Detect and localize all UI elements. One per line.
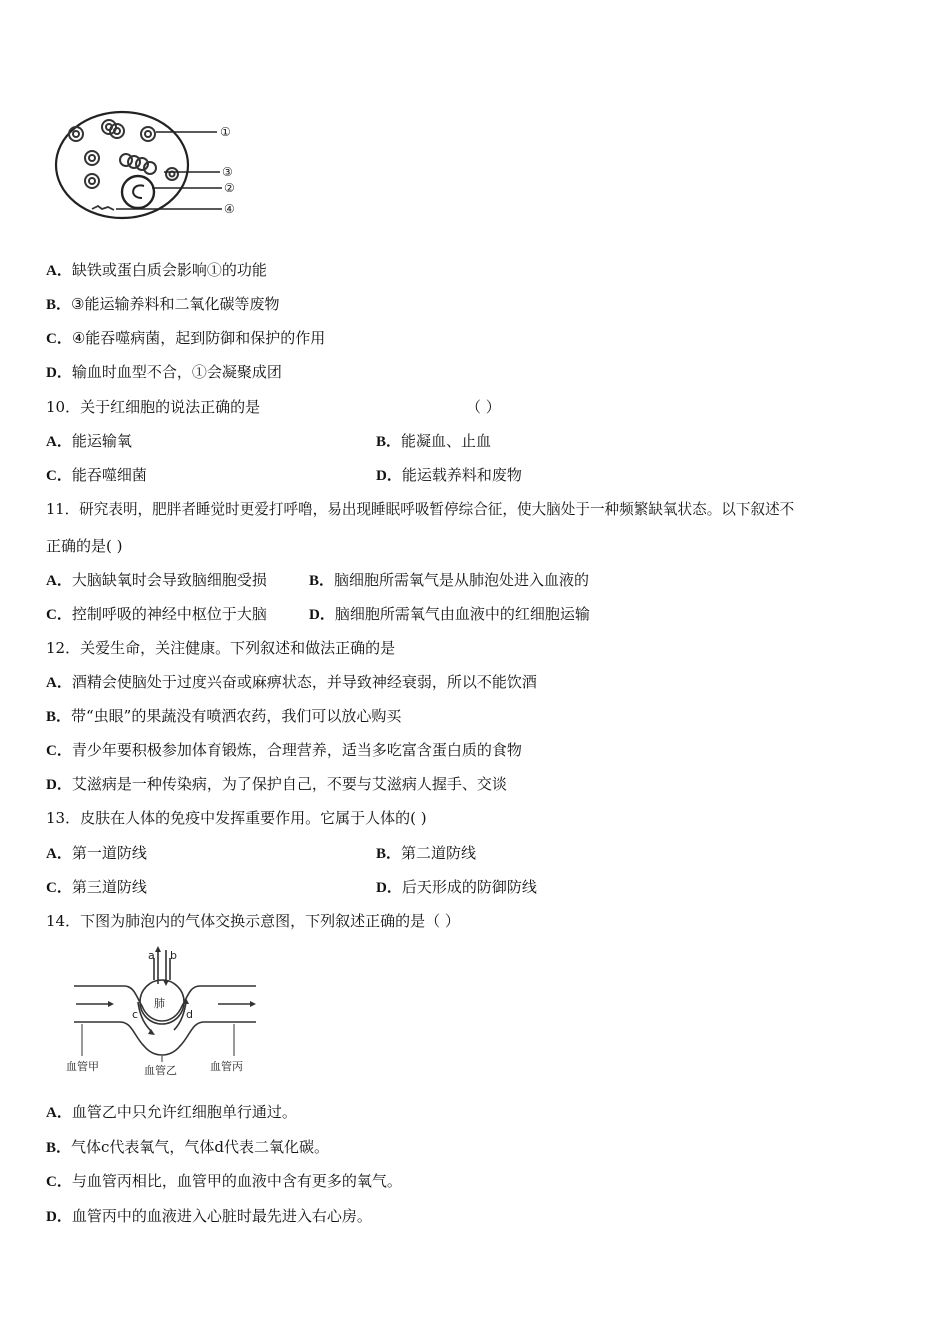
q12-option-c[interactable]	[46, 740, 522, 761]
option-text: 大脑缺氧时会导致脑细胞受损	[71, 571, 267, 589]
option-label: D．	[376, 880, 402, 896]
q12-option-b[interactable]	[46, 706, 401, 727]
alveolus-label: 肺	[154, 997, 165, 1010]
option-text: 第一道防线	[71, 844, 147, 862]
option-label: C．	[46, 880, 72, 896]
q11-option-b[interactable]	[309, 570, 589, 591]
q13-option-b[interactable]	[376, 843, 476, 864]
option-label: A．	[46, 1105, 72, 1121]
option-label: B．	[376, 846, 402, 862]
option-label: B．	[46, 709, 72, 725]
option-text: 能凝血、止血	[401, 432, 492, 450]
option-label: D．	[46, 777, 72, 793]
q13-option-d[interactable]	[376, 877, 537, 898]
marker-3: ③	[222, 165, 233, 179]
option-label: C．	[46, 607, 72, 623]
vessel-yi-label: 血管乙	[144, 1064, 177, 1077]
q14-option-c[interactable]	[46, 1171, 402, 1192]
option-text: 缺铁或蛋白质会影响①的功能	[71, 261, 267, 279]
option-text: 后天形成的防御防线	[401, 878, 537, 896]
q13-option-c[interactable]	[46, 877, 147, 898]
q10-option-c[interactable]	[46, 465, 147, 486]
arrow-b-label: b	[170, 949, 177, 962]
vessel-bing-label: 血管丙	[210, 1060, 243, 1073]
option-label: B．	[46, 297, 72, 313]
q14-option-a[interactable]	[46, 1102, 297, 1123]
option-label: A．	[46, 263, 72, 279]
q11-option-c[interactable]	[46, 604, 267, 625]
option-text: 能吞噬细菌	[71, 466, 147, 484]
option-text: 与血管丙相比，血管甲的血液中含有更多的氧气。	[71, 1172, 402, 1190]
q12-option-d[interactable]	[46, 774, 507, 795]
option-text: 脑细胞所需氧气由血液中的红细胞运输	[334, 605, 590, 623]
q9-option-c[interactable]	[46, 328, 325, 349]
option-text: 艾滋病是一种传染病，为了保护自己，不要与艾滋病人握手、交谈	[71, 775, 507, 793]
option-label: C．	[46, 1174, 72, 1190]
option-text: 青少年要积极参加体育锻炼，合理营养，适当多吃富含蛋白质的食物	[71, 741, 522, 759]
q12-option-a[interactable]	[46, 672, 537, 693]
q14-option-d[interactable]	[46, 1206, 372, 1227]
option-label: B．	[46, 1140, 72, 1156]
q12-stem: 12．关爱生命，关注健康。下列叙述和做法正确的是	[46, 639, 396, 657]
q11-stem-line2: 正确的是( )	[46, 537, 123, 555]
arrow-d-label: d	[186, 1008, 193, 1021]
option-text: 控制呼吸的神经中枢位于大脑	[71, 605, 267, 623]
option-text: 脑细胞所需氧气是从肺泡处进入血液的	[334, 571, 590, 589]
option-label: A．	[46, 434, 72, 450]
option-label: A．	[46, 846, 72, 862]
marker-2: ②	[224, 181, 235, 195]
option-label: C．	[46, 331, 72, 347]
option-label: A．	[46, 675, 72, 691]
q11-option-d[interactable]	[309, 604, 590, 625]
option-text: 能运输氧	[71, 432, 132, 450]
q9-option-b[interactable]	[46, 294, 279, 315]
q11-option-a[interactable]	[46, 570, 267, 591]
question-text: 10．关于红细胞的说法正确的是	[46, 398, 261, 416]
option-label: C．	[46, 743, 72, 759]
option-text: 能运载养料和废物	[401, 466, 522, 484]
vessel-jia-label: 血管甲	[66, 1060, 99, 1073]
option-text: 第三道防线	[71, 878, 147, 896]
option-text: 带“虫眼”的果蔬没有喷洒农药，我们可以放心购买	[71, 707, 402, 725]
option-text: 第二道防线	[401, 844, 477, 862]
option-label: B．	[309, 573, 335, 589]
q13-stem: 13．皮肤在人体的免疫中发挥重要作用。它属于人体的( )	[46, 809, 427, 827]
q13-option-a[interactable]	[46, 843, 147, 864]
option-label: C．	[46, 468, 72, 484]
option-label: D．	[46, 1209, 72, 1225]
option-label: A．	[46, 573, 72, 589]
option-text: 血管丙中的血液进入心脏时最先进入右心房。	[71, 1207, 372, 1225]
q10-option-b[interactable]	[376, 431, 491, 452]
q9-option-d[interactable]	[46, 362, 282, 383]
option-text: 血管乙中只允许红细胞单行通过。	[71, 1103, 297, 1121]
arrow-c-label: c	[132, 1008, 139, 1021]
blood-smear-figure	[52, 108, 252, 226]
option-text: ④能吞噬病菌，起到防御和保护的作用	[71, 329, 326, 347]
alveolus-gas-exchange-figure	[62, 944, 262, 1082]
option-text: ③能运输养料和二氧化碳等废物	[71, 295, 280, 313]
q10-option-d[interactable]	[376, 465, 522, 486]
q14-option-b[interactable]	[46, 1137, 329, 1158]
marker-1: ①	[220, 125, 231, 139]
q10-option-a[interactable]	[46, 431, 132, 452]
q10-stem	[46, 397, 260, 417]
arrow-a-label: a	[148, 949, 155, 962]
q11-stem-line1: 11．研究表明，肥胖者睡觉时更爱打呼噜，易出现睡眠呼吸暂停综合征，使大脑处于一种频繁缺氧状态。以下叙述不	[46, 501, 795, 518]
option-label: D．	[376, 468, 402, 484]
q10-answer-paren: （ ）	[466, 398, 501, 416]
option-label: D．	[46, 365, 72, 381]
option-label: B．	[376, 434, 402, 450]
option-text: 酒精会使脑处于过度兴奋或麻痹状态，并导致神经衰弱，所以不能饮酒	[71, 673, 537, 691]
option-label: D．	[309, 607, 335, 623]
marker-4: ④	[224, 202, 235, 216]
q9-option-a[interactable]	[46, 260, 267, 281]
option-text: 输血时血型不合，①会凝聚成团	[71, 363, 282, 381]
option-text: 气体c代表氧气，气体d代表二氧化碳。	[71, 1138, 330, 1156]
q14-stem: 14．下图为肺泡内的气体交换示意图，下列叙述正确的是（ ）	[46, 912, 460, 930]
